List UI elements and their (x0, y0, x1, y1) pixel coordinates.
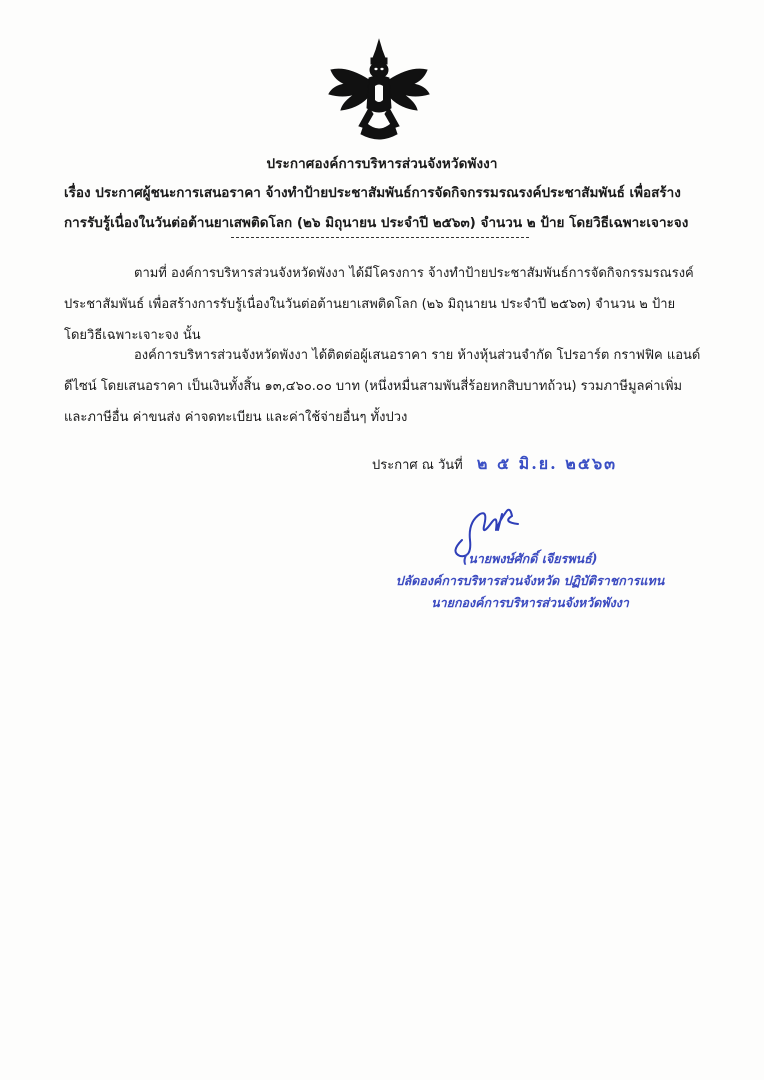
paragraph-line: โดยวิธีเฉพาะเจาะจง นั้น (64, 328, 201, 343)
signer-position: นายกองค์การบริหารส่วนจังหวัดพังงา (431, 595, 629, 610)
announce-label: ประกาศ ณ วันที่ (372, 458, 463, 473)
signer-block (380, 548, 680, 614)
signer-position: ปลัดองค์การบริหารส่วนจังหวัด ปฏิบัติราชการแทน (395, 573, 665, 588)
paragraph-line: ตามที่ องค์การบริหารส่วนจังหวัดพังงา ได้มีโครงการ จ้างทำป้ายประชาสัมพันธ์การจัดกิจกรรมรณรงค์ (134, 266, 694, 281)
announce-date: ๒ ๕ มิ.ย. ๒๕๖๓ (476, 454, 618, 473)
paragraph-line: ประชาสัมพันธ์ เพื่อสร้างการรับรู้เนื่องในวันต่อต้านยาเสพติดโลก (๒๖ มิถุนายน ประจำปี ๒๕๖๓) จำนวน ๒ ป้าย (64, 297, 676, 312)
subject (64, 178, 704, 238)
subject-line: การรับรู้เนื่องในวันต่อต้านยาเสพติดโลก (๒๖ มิถุนายน ประจำปี ๒๕๖๓) จำนวน ๒ ป้าย โดยวิธีเฉพาะเจาะจง (64, 215, 689, 231)
subject-line: เรื่อง ประกาศผู้ชนะการเสนอราคา จ้างทำป้ายประชาสัมพันธ์การจัดกิจกรรมรณรงค์ประชาสัมพันธ์ เพื่อสร้าง (64, 185, 681, 201)
paragraph-line: ดีไซน์ โดยเสนอราคา เป็นเงินทั้งสิ้น ๑๓,๔๖๐.๐๐ บาท (หนึ่งหมื่นสามพันสี่ร้อยหกสิบบาทถ้วน) รวมภาษีมูลค่าเพิ่ม (64, 379, 683, 394)
paragraph-line: และภาษีอื่น ค่าขนส่ง ค่าจดทะเบียน และค่าใช้จ่ายอื่นๆ ทั้งปวง (64, 410, 408, 425)
garuda-emblem-icon (325, 36, 433, 144)
paragraph-line: องค์การบริหารส่วนจังหวัดพังงา ได้ติดต่อผู้เสนอราคา ราย ห้างหุ้นส่วนจำกัด โปรอาร์ต กราฟฟิค แอนด์ (134, 348, 701, 363)
divider (231, 237, 529, 238)
announce-date-line (372, 452, 617, 477)
paragraph-1 (64, 258, 704, 351)
document-title: ประกาศองค์การบริหารส่วนจังหวัดพังงา (266, 156, 498, 172)
paragraph-2 (64, 340, 704, 433)
signer-name: (นายพงษ์ศักดิ์ เจียรพนธ์) (462, 551, 598, 566)
